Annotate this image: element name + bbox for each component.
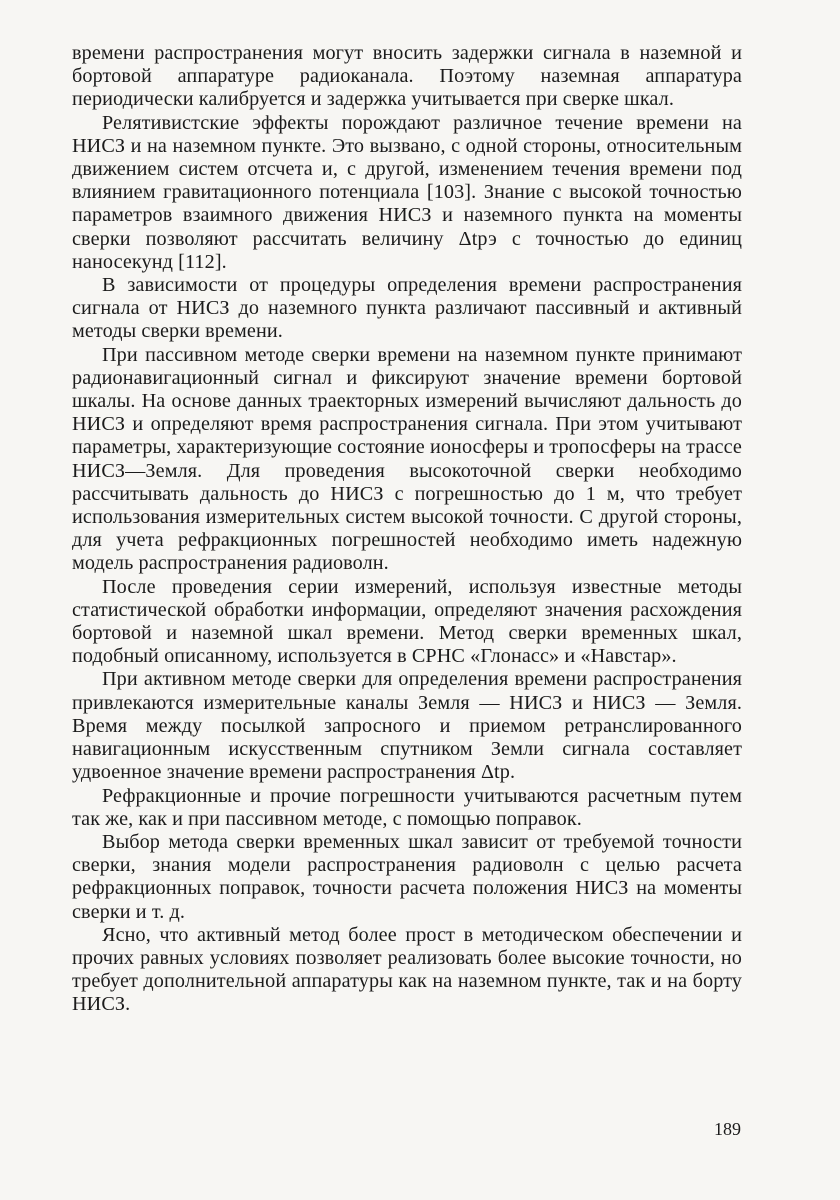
paragraph: При активном методе сверки для определения времени распространения привлекаются измерительные каналы Земля — НИСЗ и НИСЗ — Земля. Время между посылкой запросного и приемом ретранслированного навигационным искусственным спутником Земли сигнала составляет удвоенное значение времени распространения Δtр. xyxy=(72,668,742,784)
paragraph: После проведения серии измерений, используя известные методы статистической обработки информации, определяют значения расхождения бортовой и наземной шкал времени. Метод сверки временных шкал, подобный описанному, используется в СРНС «Глонасс» и «Навстар». xyxy=(72,575,742,668)
page-number: 189 xyxy=(714,1119,741,1139)
document-page xyxy=(72,42,742,1142)
paragraph: Ясно, что активный метод более прост в методическом обеспечении и прочих равных условиях позволяет реализовать более высокие точности, но требует дополнительной аппаратуры как на наземном пункте, так и на борту НИСЗ. xyxy=(72,923,742,1016)
paragraph: При пассивном методе сверки времени на наземном пункте принимают радионавигационный сигнал и фиксируют значение времени бортовой шкалы. На основе данных траекторных измерений вычисляют дальность до НИСЗ и определяют время распространения сигнала. При этом учитывают параметры, характеризующие состояние ионосферы и тропосферы на трассе НИСЗ—Земля. Для проведения высокоточной сверки необходимо рассчитывать дальность до НИСЗ с погрешностью до 1 м, что требует использования измерительных систем высокой точности. С другой стороны, для учета рефракционных погрешностей необходимо иметь надежную модель распространения радиоволн. xyxy=(72,343,742,575)
paragraph: времени распространения могут вносить задержки сигнала в наземной и бортовой аппаратуре радиоканала. Поэтому наземная аппаратура периодически калибруется и задержка учитывается при сверке шкал. xyxy=(72,42,742,111)
paragraph: Выбор метода сверки временных шкал зависит от требуемой точности сверки, знания модели распространения радиоволн с целью расчета рефракционных поправок, точности расчета положения НИСЗ на моменты сверки и т. д. xyxy=(72,830,742,923)
paragraph: Рефракционные и прочие погрешности учитываются расчетным путем так же, как и при пассивном методе, с помощью поправок. xyxy=(72,784,742,830)
paragraph: Релятивистские эффекты порождают различное течение времени на НИСЗ и на наземном пункте. Это вызвано, с одной стороны, относительным движением систем отсчета и, с другой, изменением течения времени под влиянием гравитационного потенциала [103]. Знание с высокой точностью параметров взаимного движения НИСЗ и наземного пункта на моменты сверки позволяют рассчитать величину Δtрэ с точностью до единиц наносекунд [112]. xyxy=(72,111,742,273)
paragraph: В зависимости от процедуры определения времени распространения сигнала от НИСЗ до наземного пункта различают пассивный и активный методы сверки времени. xyxy=(72,274,742,343)
